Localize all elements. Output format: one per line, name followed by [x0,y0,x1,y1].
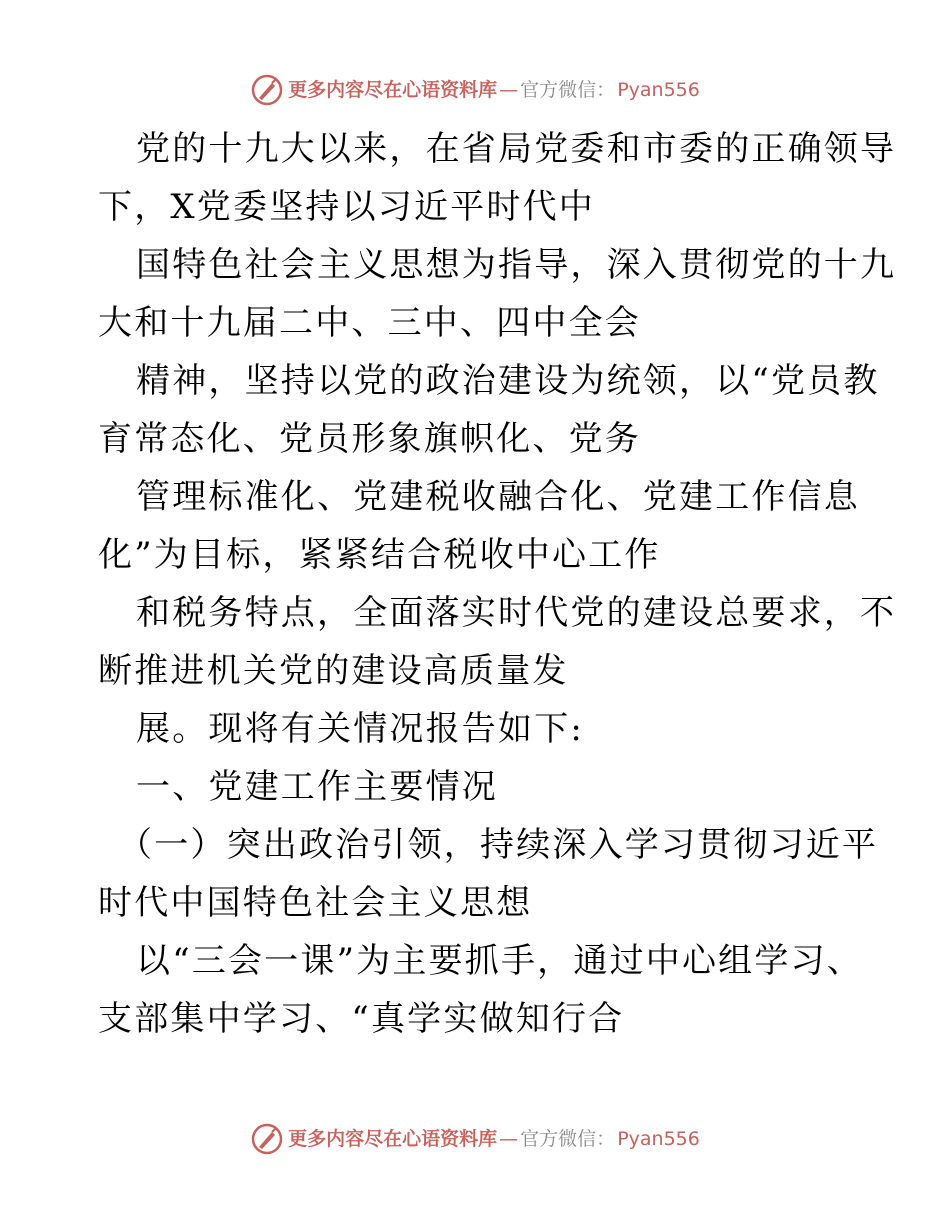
body-line: 下，X党委坚持以习近平时代中 [98,187,596,227]
body-line: 育常态化、党员形象旗帜化、党务 [98,419,641,459]
banner-dash: — [499,1128,519,1150]
banner-text: 更多内容尽在心语资料库 [288,79,498,101]
body-line: 支部集中学习、“真学实做知行合 [98,999,625,1039]
banner-wechat-id: Pyan556 [617,1128,700,1150]
body-line: 展。现将有关情况报告如下: [136,709,585,749]
body-line: 大和十九届二中、三中、四中全会 [98,303,641,343]
body-line: 以“三会一课”为主要抓手，通过中心组学习、 [136,941,863,981]
body-line: 精神，坚持以党的政治建设为统领，以“党员教 [136,361,880,401]
body-line: 党的十九大以来，在省局党委和市委的正确领导 [136,129,897,169]
body-line: 和税务特点，全面落实时代党的建设总要求，不 [136,593,897,633]
body-line: 国特色社会主义思想为指导，深入贯彻党的十九 [136,245,897,285]
banner-wechat-id: Pyan556 [617,79,700,101]
section-heading: 一、党建工作主要情况 [136,767,498,807]
body-line: 管理标准化、党建税收融合化、党建工作信息 [136,477,860,517]
quill-pen-circle-icon [250,1122,284,1156]
body-line: 时代中国特色社会主义思想 [98,883,533,923]
banner-wechat-label: 官方微信： [520,79,616,101]
banner-dash: — [499,79,519,101]
header-watermark-banner [0,70,950,110]
banner-text: 更多内容尽在心语资料库 [288,1128,498,1150]
subsection-heading: （一）突出政治引领，持续深入学习贯彻习近平 [118,825,879,865]
banner-wechat-label: 官方微信： [520,1128,616,1150]
body-line: 化”为目标，紧紧结合税收中心工作 [98,535,661,575]
document-body [98,120,897,1048]
body-line: 断推进机关党的建设高质量发 [98,651,569,691]
quill-pen-circle-icon [250,73,284,107]
footer-watermark-banner [0,1119,950,1159]
